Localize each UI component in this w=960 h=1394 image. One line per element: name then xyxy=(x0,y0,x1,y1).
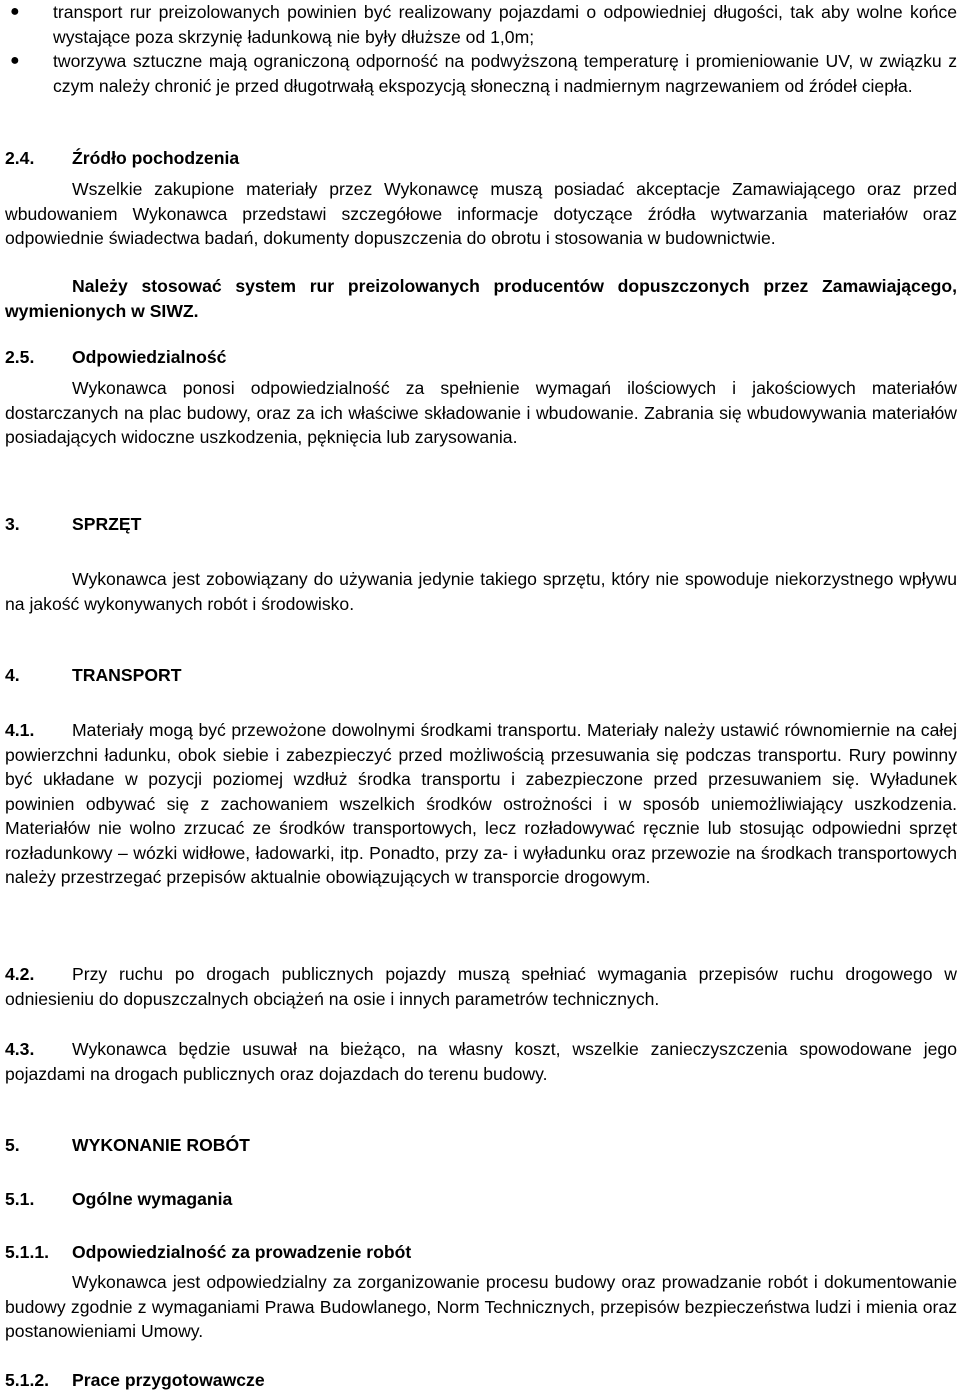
list-item xyxy=(5,49,957,98)
subsection-text: Wykonawca będzie usuwał na bieżąco, na własny koszt, wszelkie zanieczyszczenia spowodowane jego pojazdami na drogach publicznych oraz dojazdach do terenu budowy. xyxy=(5,1039,957,1084)
paragraph-bold: Należy stosować system rur preizolowanych producentów dopuszczonych przez Zamawiającego, wymienionych w SIWZ. xyxy=(5,276,957,321)
subsection-4-3 xyxy=(5,1037,957,1086)
bullet-text: transport rur preizolowanych powinien być realizowany pojazdami o odpowiedniej długości, tak aby wolne końce wystające poza skrzynię ładunkową nie były dłuższe od 1,0m; xyxy=(53,2,957,47)
section-heading-5-1-1 xyxy=(5,1240,957,1265)
section-heading-2-5 xyxy=(5,345,957,370)
list-item xyxy=(5,0,957,49)
section-number: 5.1. xyxy=(5,1189,35,1209)
subsection-4-1 xyxy=(5,718,957,890)
subsection-4-2 xyxy=(5,962,957,1011)
bullet-text: tworzywa sztuczne mają ograniczoną odporność na podwyższoną temperaturę i promieniowanie UV, w związku z czym należy chronić je przed długotrwałą ekspozycją słoneczną i nadmiernym nagrzewaniem od źródeł ciepła. xyxy=(53,51,957,96)
section-number: 2.5. xyxy=(5,347,35,367)
section-title: SPRZĘT xyxy=(72,514,142,534)
section-number: 5. xyxy=(5,1135,20,1155)
section-title: Źródło pochodzenia xyxy=(72,148,240,168)
section-heading-5-1-2 xyxy=(5,1368,957,1393)
section-title: TRANSPORT xyxy=(72,665,182,685)
section-title: Prace przygotowawcze xyxy=(72,1370,265,1390)
paragraph: Wykonawca ponosi odpowiedzialność za spełnienie wymagań ilościowych i jakościowych materiałów dostarczanych na plac budowy, oraz za ich właściwe składowanie i wbudowanie. Zabrania się wbudowywania materiałów posiadających widoczne uszkodzenia, pęknięcia lub zarysowania. xyxy=(5,378,957,447)
section-number: 3. xyxy=(5,514,20,534)
section-title: Ogólne wymagania xyxy=(72,1189,233,1209)
bullet-icon: ● xyxy=(10,3,20,20)
section-heading-2-4 xyxy=(5,146,957,171)
paragraph: Wykonawca jest zobowiązany do używania jedynie takiego sprzętu, który nie spowoduje niekorzystnego wpływu na jakość wykonywanych robót i środowisko. xyxy=(5,569,957,614)
subsection-number: 4.3. xyxy=(5,1039,35,1059)
section-title: Odpowiedzialność za prowadzenie robót xyxy=(72,1242,412,1262)
section-heading-5-1 xyxy=(5,1187,957,1212)
paragraph: Wszelkie zakupione materiały przez Wykonawcę muszą posiadać akceptacje Zamawiającego oraz przed wbudowaniem Wykonawca przedstawi szczegółowe informacje dotyczące źródła wytwarzania materiałów oraz odpowiednie świadectwa badań, dokumenty dopuszczenia do obrotu i stosowania w budownictwie. xyxy=(5,179,957,248)
section-heading-5 xyxy=(5,1133,957,1158)
subsection-text: Materiały mogą być przewożone dowolnymi środkami transportu. Materiały należy ustawić równomiernie na całej powierzchni ładunku, obok siebie i zabezpieczyć przed możliwością przesuwania się podczas transportu. Rury powinny być układane w pozycji poziomej wzdłuż środka transportu i zabezpieczone przed przesuwaniem się. Wyładunek powinien odbywać się z zachowaniem wszelkich środków ostrożności i w sposób uniemożliwiający uszkodzenia. Materiałów nie wolno zrzucać ze środków transportowych, lecz rozładowywać ręcznie lub stosując odpowiedni sprzęt rozładunkowy – wózki widłowe, ładowarki, itp. Ponadto, przy za- i wyładunku oraz przewozie na środkach transportowych należy przestrzegać przepisów aktualnie obowiązujących w transporcie drogowym. xyxy=(5,720,957,887)
bullet-icon: ● xyxy=(10,52,20,69)
section-title: WYKONANIE ROBÓT xyxy=(72,1135,250,1155)
section-number: 4. xyxy=(5,665,20,685)
subsection-number: 4.1. xyxy=(5,720,35,740)
section-number: 5.1.2. xyxy=(5,1370,50,1390)
subsection-text: Przy ruchu po drogach publicznych pojazdy muszą spełniać wymagania przepisów ruchu drogowego w odniesieniu do dopuszczalnych obciążeń na osie i innych parametrów technicznych. xyxy=(5,964,957,1009)
section-number: 5.1.1. xyxy=(5,1242,50,1262)
section-number: 2.4. xyxy=(5,148,35,168)
section-title: Odpowiedzialność xyxy=(72,347,227,367)
subsection-number: 4.2. xyxy=(5,964,35,984)
paragraph: Wykonawca jest odpowiedzialny za zorganizowanie procesu budowy oraz prowadzanie robót i dokumentowanie budowy zgodnie z wymaganiami Prawa Budowlanego, Norm Technicznych, przepisów bezpieczeństwa ludzi i mienia oraz postanowieniami Umowy. xyxy=(5,1272,957,1341)
section-heading-3 xyxy=(5,512,957,537)
section-heading-4 xyxy=(5,663,957,688)
